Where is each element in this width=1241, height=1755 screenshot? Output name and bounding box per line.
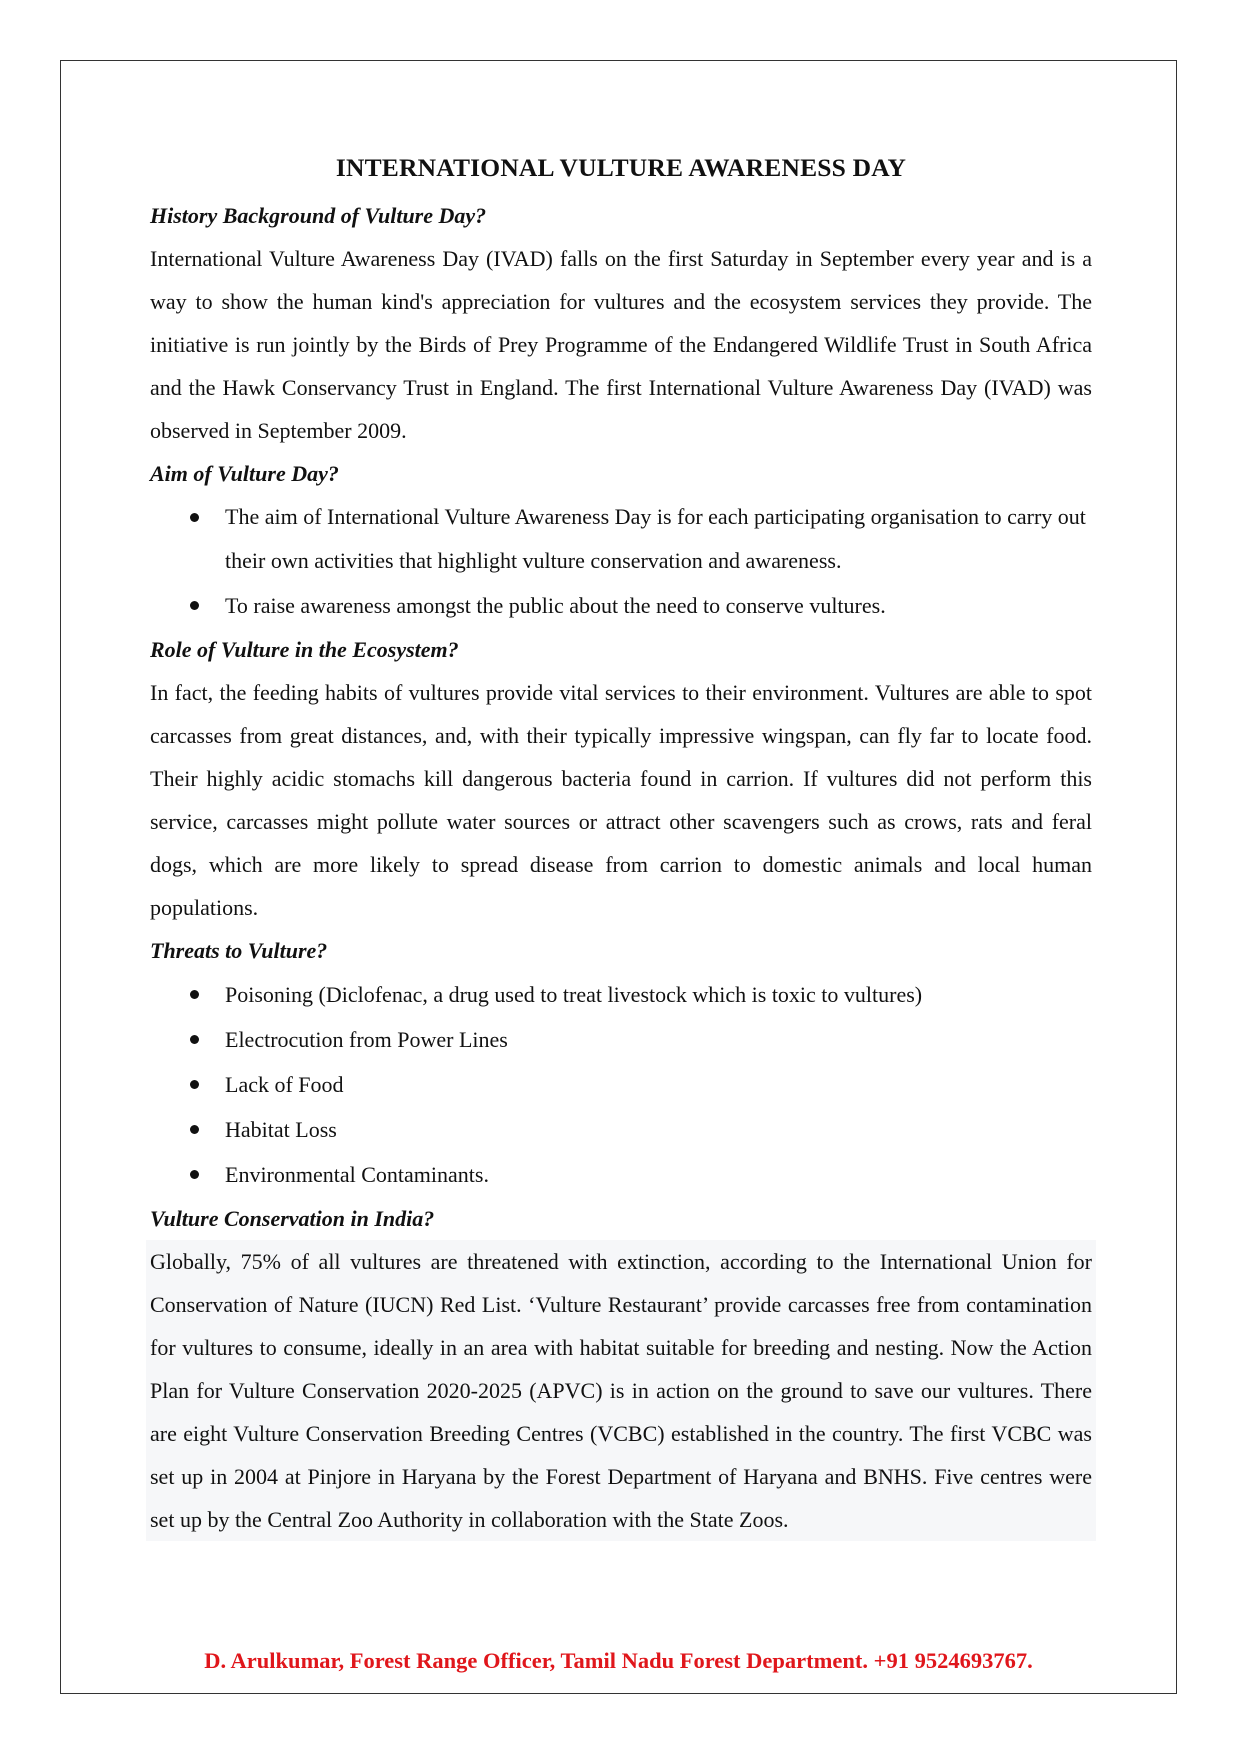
list-item (150, 1062, 1092, 1107)
section-paragraph: Globally, 75% of all vultures are threatened with extinction, according to the International Union for Conservation of Nature (IUCN) Red List. ‘Vulture Restaurant’ provide carcasses free from contamination for vultures to consume, ideally in an area with habitat suitable for breeding and nesting. Now the Action Plan for Vulture Conservation 2020-2025 (APVC) is in action on the ground to save our vultures. There are eight Vulture Conservation Breeding Centres (VCBC) established in the country. The first VCBC was set up in 2004 at Pinjore in Haryana by the Forest Department of Haryana and BNHS. Five centres were set up by the Central Zoo Authority in collaboration with the State Zoos. (146, 1240, 1096, 1541)
section-history (150, 194, 1092, 452)
bullet-list (150, 495, 1092, 628)
bullet-list (150, 972, 1092, 1197)
section-paragraph: International Vulture Awareness Day (IVAD) falls on the first Saturday in September every year and is a way to show the human kind's appreciation for vultures and the ecosystem services they provide. The initiative is run jointly by the Birds of Prey Programme of the Endangered Wildlife Trust in South Africa and the Hawk Conservancy Trust in England. The first International Vulture Awareness Day (IVAD) was observed in September 2009. (150, 246, 1092, 443)
bullet-icon (190, 1017, 200, 1062)
bullet-icon (190, 1062, 200, 1107)
list-item (150, 1107, 1092, 1152)
section-paragraph: In fact, the feeding habits of vultures provide vital services to their environment. Vultures are able to spot carcasses from great distances, and, with their typically impressive wingspan, can fly far to locate food. Their highly acidic stomachs kill dangerous bacteria found in carrion. If vultures did not perform this service, carcasses might pollute water sources or attract other scavengers such as crows, rats and feral dogs, which are more likely to spread disease from carrion to domestic animals and local human populations. (150, 680, 1092, 920)
bullet-icon (190, 972, 200, 1017)
list-item (150, 583, 1092, 628)
list-item-text: The aim of International Vulture Awareness Day is for each participating organisation to carry out their own activities that highlight vulture conservation and awareness. (225, 504, 1086, 573)
section-heading: Role of Vulture in the Ecosystem? (150, 637, 459, 662)
document-title: INTERNATIONAL VULTURE AWARENESS DAY (335, 153, 907, 182)
section-heading: Aim of Vulture Day? (150, 461, 339, 486)
section-heading: Vulture Conservation in India? (150, 1206, 435, 1231)
section-role (150, 628, 1092, 929)
bullet-icon (190, 583, 200, 628)
bullet-icon (190, 1152, 200, 1197)
list-item-text: Lack of Food (225, 1072, 344, 1097)
section-aim (150, 452, 1092, 628)
list-item-text: Environmental Contaminants. (225, 1162, 489, 1187)
list-item-text: Habitat Loss (225, 1117, 337, 1142)
section-heading: Threats to Vulture? (150, 938, 328, 963)
author-footer: D. Arulkumar, Forest Range Officer, Tamil Nadu Forest Department. +91 9524693767. (204, 1648, 1033, 1673)
list-item (150, 1152, 1092, 1197)
list-item-text: Poisoning (Diclofenac, a drug used to treat livestock which is toxic to vultures) (225, 982, 923, 1007)
list-item (150, 972, 1092, 1017)
bullet-icon (190, 1107, 200, 1152)
list-item-text: To raise awareness amongst the public about the need to conserve vultures. (225, 593, 886, 618)
bullet-icon (190, 495, 200, 540)
list-item-text: Electrocution from Power Lines (225, 1027, 508, 1052)
section-heading: History Background of Vulture Day? (150, 203, 487, 228)
list-item (150, 495, 1092, 583)
section-threats (150, 929, 1092, 1197)
section-conservation (150, 1197, 1092, 1541)
list-item (150, 1017, 1092, 1062)
document-body (150, 148, 1092, 1541)
